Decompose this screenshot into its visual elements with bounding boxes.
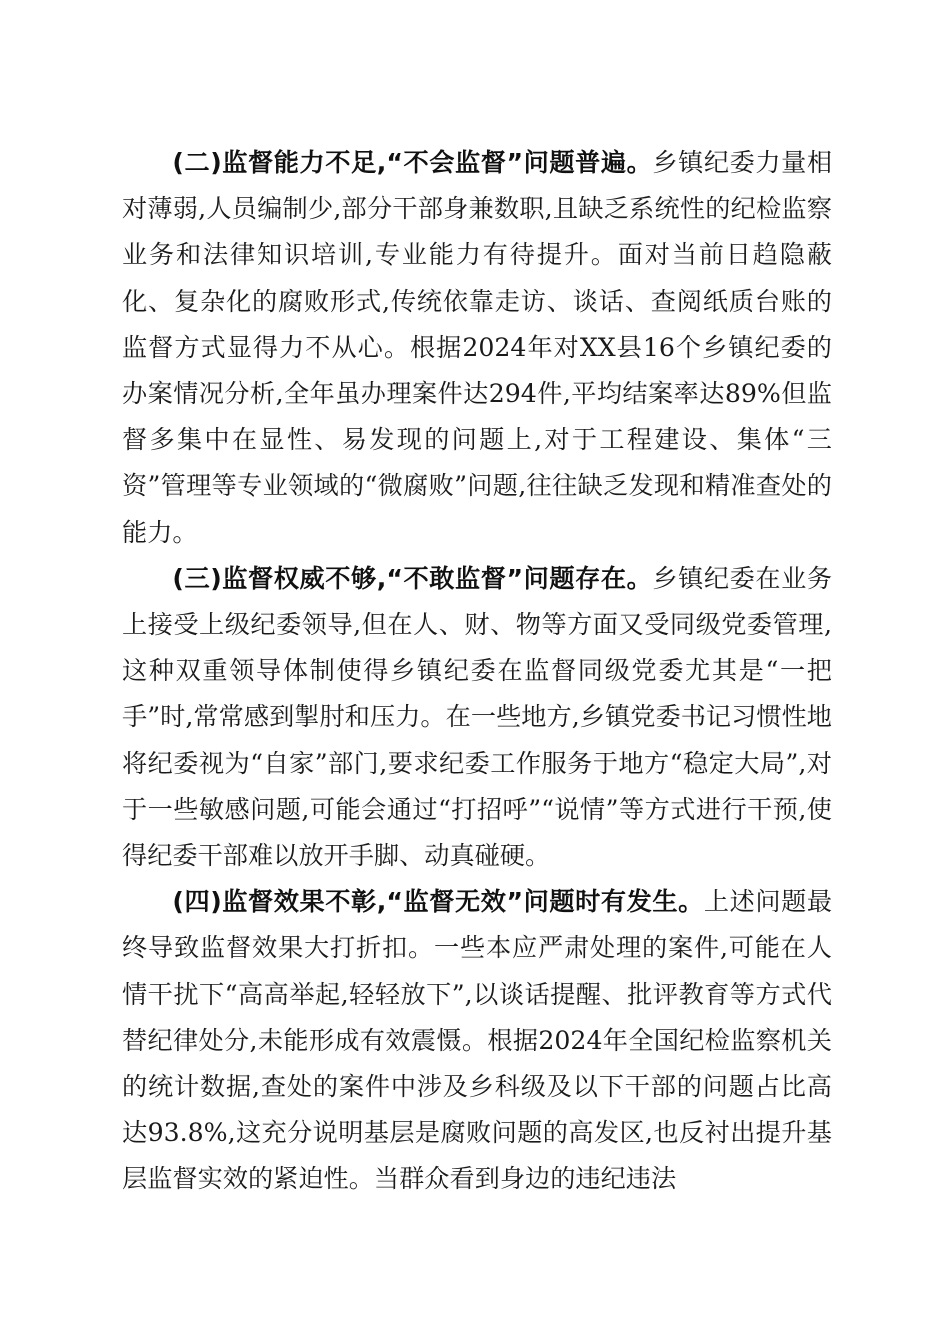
paragraph-heading: (二)监督能力不足,“不会监督”问题普遍。 bbox=[172, 148, 653, 177]
paragraph-body: 上述问题最终导致监督效果大打折扣。一些本应严肃处理的案件,可能在人情干扰下“高高举起,轻轻放下”,以谈话提醒、批评教育等方式代替纪律处分,未能形成有效震慑。根据2024年全国纪检监察机关的统计数据,查处的案件中涉及乡科级及以下干部的问题占比高达93.8%,这充分说明基层是腐败问题的高发区,也反衬出提升基层监督实效的紧迫性。当群众看到身边的违纪违法 bbox=[122, 887, 833, 1194]
document-body bbox=[122, 140, 832, 1203]
paragraph-supervision-authority bbox=[122, 556, 832, 879]
paragraph-heading: (三)监督权威不够,“不敢监督”问题存在。 bbox=[172, 563, 653, 593]
paragraph-supervision-capability bbox=[122, 140, 832, 556]
paragraph-body: 乡镇纪委在业务上接受上级纪委领导,但在人、财、物等方面又受同级党委管理,这种双重领导体制使得乡镇纪委在监督同级党委尤其是“一把手”时,常常感到掣肘和压力。在一些地方,乡镇党委书记习惯性地将纪委视为“自家”部门,要求纪委工作服务于地方“稳定大局”,对于一些敏感问题,可能会通过“打招呼”“说情”等方式进行干预,使得纪委干部难以放开手脚、动真碰硬。 bbox=[122, 563, 833, 871]
paragraph-heading: (四)监督效果不彰,“监督无效”问题时有发生。 bbox=[172, 887, 704, 917]
paragraph-body: 乡镇纪委力量相对薄弱,人员编制少,部分干部身兼数职,且缺乏系统性的纪检监察业务和法律知识培训,专业能力有待提升。面对当前日趋隐蔽化、复杂化的腐败形式,传统依靠走访、谈话、查阅纸质台账的监督方式显得力不从心。根据2024年对XX县16个乡镇纪委的办案情况分析,全年虽办理案件达294件,平均结案率达89%但监督多集中在显性、易发现的问题上,对于工程建设、集体“三资”管理等专业领域的“微腐败”问题,往往缺乏发现和精准查处的能力。 bbox=[122, 148, 833, 547]
paragraph-supervision-effect bbox=[122, 879, 832, 1202]
